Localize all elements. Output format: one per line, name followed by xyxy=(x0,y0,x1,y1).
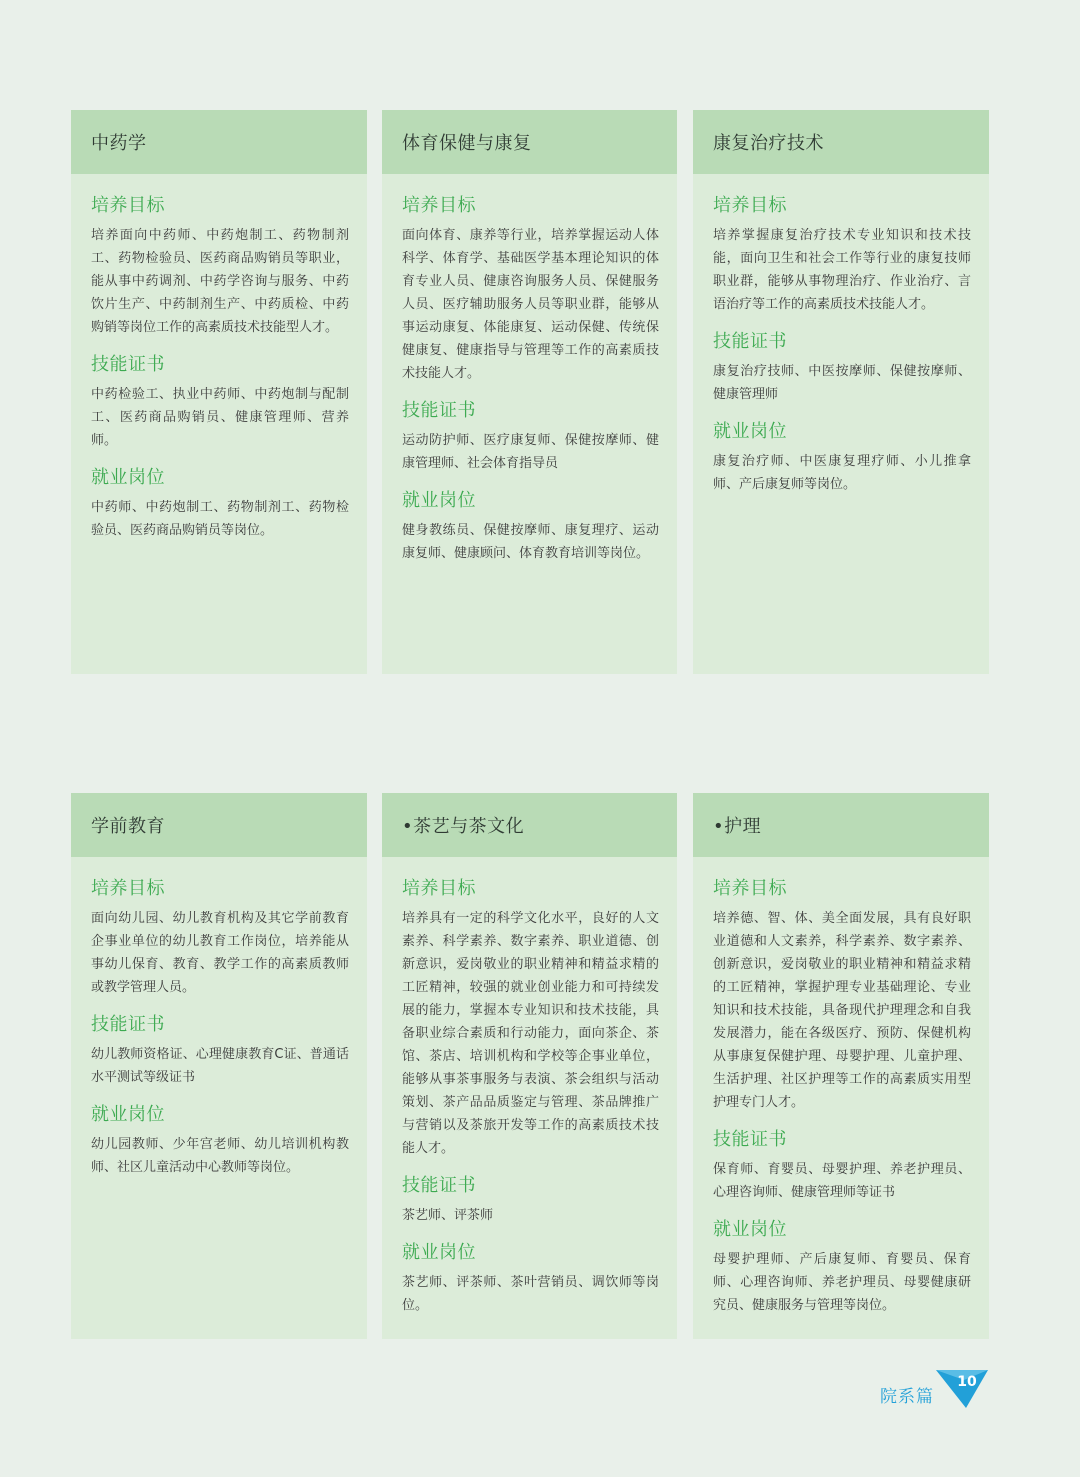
section-title-goal: 培养目标 xyxy=(91,878,165,899)
card-body xyxy=(71,174,367,542)
section-text-certificate: 茶艺师、评茶师 xyxy=(402,1208,494,1223)
section-text-jobs: 茶艺师、评茶师、茶叶营销员、调饮师等岗位。 xyxy=(402,1275,659,1313)
section-title-certificate: 技能证书 xyxy=(713,331,787,352)
section-title-jobs: 就业岗位 xyxy=(91,467,165,488)
section-title-certificate: 技能证书 xyxy=(402,1175,476,1196)
section-title-certificate: 技能证书 xyxy=(91,354,165,375)
section-text-certificate: 中药检验工、执业中药师、中药炮制与配制工、医药商品购销员、健康管理师、营养师。 xyxy=(91,387,349,448)
section-text-goal: 培养具有一定的科学文化水平，良好的人文素养、科学素养、数字素养、职业道德、创新意识，爱岗敬业的职业精神和精益求精的工匠精神，较强的就业创业能力和可持续发展的能力，掌握本专业知识和技术技能，具备职业综合素质和行动能力，面向茶企、茶馆、茶店、培训机构和学校等企事业单位，能够从事茶事服务与表演、茶会组织与活动策划、茶产品品质鉴定与管理、茶品牌推广与营销以及茶旅开发等工作的高素质技术技能人才。 xyxy=(402,911,659,1156)
card-sports-health-rehab xyxy=(382,110,677,674)
card-body xyxy=(382,857,677,1317)
section-text-goal: 面向幼儿园、幼儿教育机构及其它学前教育企事业单位的幼儿教育工作岗位，培养能从事幼儿保育、教育、教学工作的高素质教师或教学管理人员。 xyxy=(91,911,349,995)
card-nursing xyxy=(693,793,989,1339)
card-rehab-therapy-tech xyxy=(693,110,989,674)
card-body xyxy=(382,174,677,565)
card-preschool-education xyxy=(71,793,367,1339)
section-title-jobs: 就业岗位 xyxy=(713,421,787,442)
card-body xyxy=(693,174,989,496)
section-text-certificate: 幼儿教师资格证、心理健康教育C证、普通话水平测试等级证书 xyxy=(91,1047,349,1085)
card-title: 康复治疗技术 xyxy=(693,110,989,174)
section-title-certificate: 技能证书 xyxy=(713,1129,787,1150)
section-text-goal: 培养掌握康复治疗技术专业知识和技术技能，面向卫生和社会工作等行业的康复技师职业群，能够从事物理治疗、作业治疗、言语治疗等工作的高素质技术技能人才。 xyxy=(713,228,971,312)
section-title-jobs: 就业岗位 xyxy=(91,1104,165,1125)
section-text-goal: 培养德、智、体、美全面发展，具有良好职业道德和人文素养，科学素养、数字素养、创新意识，爱岗敬业的职业精神和精益求精的工匠精神，掌握护理专业基础理论、专业知识和技术技能，具备现代护理理念和自我发展潜力，能在各级医疗、预防、保健机构从事康复保健护理、母婴护理、儿童护理、生活护理、社区护理等工作的高素质实用型护理专门人才。 xyxy=(713,911,971,1110)
section-title-goal: 培养目标 xyxy=(402,878,476,899)
section-title-jobs: 就业岗位 xyxy=(402,490,476,511)
card-tea-art-culture xyxy=(382,793,677,1339)
section-text-certificate: 保育师、育婴员、母婴护理、养老护理员、心理咨询师、健康管理师等证书 xyxy=(713,1162,971,1200)
card-traditional-chinese-pharmacy xyxy=(71,110,367,674)
section-text-goal: 面向体育、康养等行业，培养掌握运动人体科学、体育学、基础医学基本理论知识的体育专业人员、健康咨询服务人员、保健服务人员、医疗辅助服务人员等职业群，能够从事运动康复、体能康复、运动保健、传统保健康复、健康指导与管理等工作的高素质技术技能人才。 xyxy=(402,228,659,381)
card-body xyxy=(693,857,989,1317)
section-text-jobs: 母婴护理师、产后康复师、育婴员、保育师、心理咨询师、养老护理员、母婴健康研究员、健康服务与管理等岗位。 xyxy=(713,1252,971,1313)
section-text-certificate: 康复治疗技师、中医按摩师、保健按摩师、健康管理师 xyxy=(713,364,971,402)
section-title-certificate: 技能证书 xyxy=(91,1014,165,1035)
section-title-jobs: 就业岗位 xyxy=(402,1242,476,1263)
section-text-certificate: 运动防护师、医疗康复师、保健按摩师、健康管理师、社会体育指导员 xyxy=(402,433,659,471)
card-title: 学前教育 xyxy=(71,793,367,857)
section-title-certificate: 技能证书 xyxy=(402,400,476,421)
card-title: •护理 xyxy=(693,793,989,857)
card-title: 体育保健与康复 xyxy=(382,110,677,174)
section-footer-label: 院系篇 xyxy=(880,1387,934,1407)
card-title: •茶艺与茶文化 xyxy=(382,793,677,857)
page-number: 10 xyxy=(957,1374,977,1390)
section-title-goal: 培养目标 xyxy=(91,195,165,216)
section-text-jobs: 幼儿园教师、少年宫老师、幼儿培训机构教师、社区儿童活动中心教师等岗位。 xyxy=(91,1137,349,1175)
card-title: 中药学 xyxy=(71,110,367,174)
section-title-goal: 培养目标 xyxy=(713,195,787,216)
section-text-jobs: 健身教练员、保健按摩师、康复理疗、运动康复师、健康顾问、体育教育培训等岗位。 xyxy=(402,523,659,561)
section-text-jobs: 康复治疗师、中医康复理疗师、小儿推拿师、产后康复师等岗位。 xyxy=(713,454,971,492)
section-title-goal: 培养目标 xyxy=(713,878,787,899)
section-text-jobs: 中药师、中药炮制工、药物制剂工、药物检验员、医药商品购销员等岗位。 xyxy=(91,500,349,538)
section-title-goal: 培养目标 xyxy=(402,195,476,216)
section-text-goal: 培养面向中药师、中药炮制工、药物制剂工、药物检验员、医药商品购销员等职业，能从事中药调剂、中药学咨询与服务、中药饮片生产、中药制剂生产、中药质检、中药购销等岗位工作的高素质技术技能型人才。 xyxy=(91,228,349,335)
section-title-jobs: 就业岗位 xyxy=(713,1219,787,1240)
card-body xyxy=(71,857,367,1179)
